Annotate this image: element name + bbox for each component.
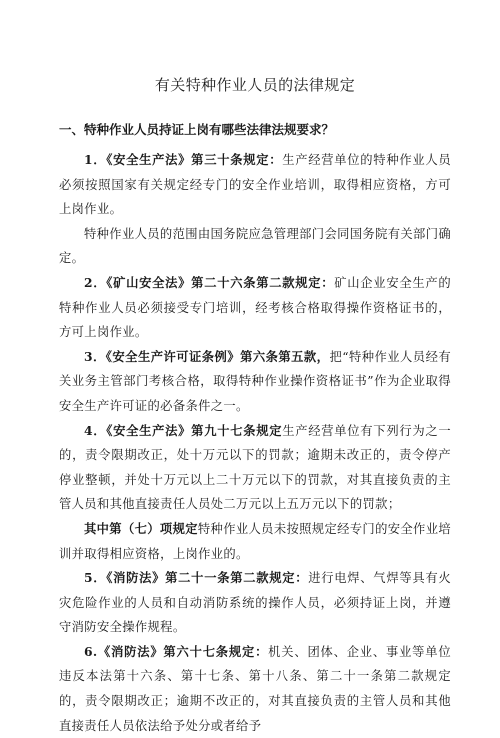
paragraph-body: 生产经营单位有下列行为之一的，责令限期改正，处十万元以下的罚款；逾期未改正的，责令停产停业整顿，并处十万元以上二十万元以下的罚款，对其直接负责的主管人员和其他直接责任人员处二万元以上五万元以下的罚款；: [59, 423, 451, 512]
paragraph-body: 特种作业人员未按照规定经专门的安全作业培训并取得相应资格，上岗作业的。: [59, 521, 451, 561]
paragraph-body: 矿山企业安全生产的特种作业人员必须接受专门培训，经考核合格取得操作资格证书的，方可上岗作业。: [59, 275, 451, 340]
paragraph-lead: 5．《消防法》第二十一条第二款规定：: [84, 570, 309, 586]
paragraph-body: 机关、团体、企业、事业等单位违反本法第十六条、第十七条、第十八条、第二十一条第二款规定的，责令限期改正；逾期不改正的，对其直接负责的主管人员和其他直接责任人员依法给予处分或者给予: [59, 644, 451, 733]
paragraph-lead: 1．《安全生产法》第三十条规定：: [84, 152, 283, 167]
paragraph-3: [59, 271, 451, 345]
paragraph-lead: 2．《矿山安全法》第二十六条第二款规定：: [84, 274, 335, 290]
paragraph-4: [59, 345, 451, 419]
paragraph-body: 生产经营单位的特种作业人员必须按照国家有关规定经专门的安全作业培训，取得相应资格，方可上岗作业。: [59, 153, 451, 217]
paragraph-lead: 6.《消防法》第六十七条规定：: [84, 643, 269, 659]
paragraph-7: [59, 566, 451, 640]
section-heading: 一、特种作业人员持证上岗有哪些法律法规要求？: [59, 122, 335, 137]
paragraph-2: [59, 222, 451, 271]
paragraph-6: [59, 517, 451, 566]
paragraph-body: 把“特种作业人员经有关业务主管部门考核合格，取得特种作业操作资格证书”作为企业取得安全生产许可证的必备条件之一。: [59, 349, 451, 413]
paragraph-lead: 其中第（七）项规定: [84, 520, 198, 536]
paragraph-8: [59, 640, 451, 738]
paragraph-body: 进行电焊、气焊等具有火灾危险作业的人员和自动消防系统的操作人员，必须持证上岗，并遵守消防安全操作规程。: [59, 571, 451, 635]
paragraph-lead: 4．《安全生产法》第九十七条规定: [84, 422, 283, 438]
document-title: 有关特种作业人员的法律规定: [154, 76, 356, 94]
paragraph-lead: 3．《安全生产许可证条例》第六条第五款，: [84, 348, 330, 364]
paragraph-1: [59, 148, 451, 222]
paragraph-body: 特种作业人员的范围由国务院应急管理部门会同国务院有关部门确定。: [59, 226, 451, 266]
paragraph-5: [59, 419, 451, 517]
